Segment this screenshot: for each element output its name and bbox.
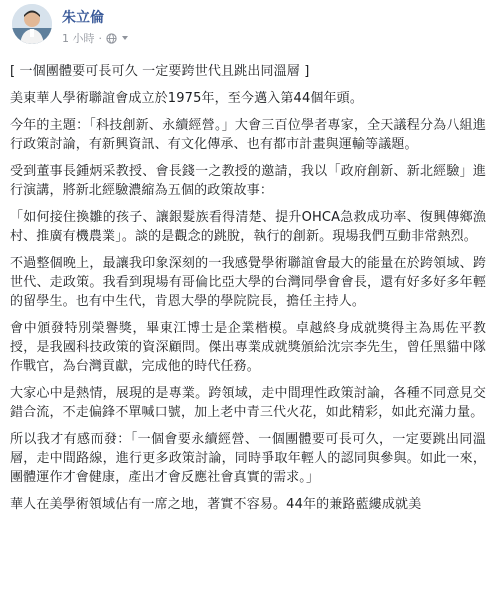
post-paragraph: 華人在美學術領域佔有一席之地，著實不容易。44年的兼路藍縷成就美: [10, 497, 422, 512]
avatar[interactable]: [12, 4, 52, 44]
post-paragraph: 今年的主題：「科技創新、永續經營。」大會三百位學者專家，全天議程分為八組進行政策討論，有新興資訊、有文化傳承、也有都市計畫與運輸等議題。: [10, 118, 486, 152]
post-paragraph: 大家心中是熱情，展現的是專業。跨領域，走中間理性政策討論，各種不同意見交錯合流，不走偏鋒不單喊口號，加上老中青三代火花，如此精彩，如此充滿力量。: [10, 386, 486, 420]
post-paragraph: 「如何接住換雛的孩子、讓銀髮族看得清楚、提升OHCA急救成功率、復興傳鄉漁村、推廣有機農業」。談的是觀念的跳脫，執行的創新。現場我們互動非常熱烈。: [10, 210, 486, 244]
post-paragraph: 不過整個晚上，最讓我印象深刻的一我感覺學術聯誼會最大的能量在於跨領域、跨世代、走政策。我看到現場有哥倫比亞大學的台灣同學會會長，還有好多好多年輕的留學生。也有中生代，肯恩大學的學院院長，擔任主持人。: [10, 256, 486, 309]
post-paragraph: [ 一個團體要可長可久 一定要跨世代且跳出同溫層 ]: [10, 64, 310, 79]
chevron-down-icon[interactable]: [122, 36, 128, 40]
meta-separator: ·: [98, 31, 102, 45]
post-paragraph: 受到董事長鍾炳采教授、會長錢一之教授的邀請，我以「政府創新、新北經驗」進行演講，將新北經驗濃縮為五個的政策故事：: [10, 164, 486, 198]
author-name[interactable]: 朱立倫: [62, 10, 104, 26]
post-body: [10, 62, 486, 514]
post-timestamp[interactable]: 1 小時: [62, 32, 95, 45]
globe-icon[interactable]: [106, 33, 117, 44]
post-paragraph: 會中頒發特別榮譽獎，畢東江博士是企業楷模。卓越終身成就獎得主為馬佐平教授，是我國科技政策的資深顧問。傑出專業成就獎頒給沈宗李先生，曾任黑貓中隊作戰官，為台灣貢獻，完成他的時代任務。: [10, 321, 486, 374]
post-paragraph: 美東華人學術聯誼會成立於1975年，至今邁入第44個年頭。: [10, 91, 363, 106]
profile-photo: [12, 4, 52, 44]
post-meta: [62, 30, 128, 46]
post-header: [10, 0, 486, 56]
post-paragraph: 所以我才有感而發：「一個會要永續經營、一個團體要可長可久，一定要跳出同溫層，走中間路線，進行更多政策討論，同時爭取年輕人的認同與參與。如此一來，團體運作才會健康，產出才會反應社會真實的需求。」: [10, 432, 486, 485]
